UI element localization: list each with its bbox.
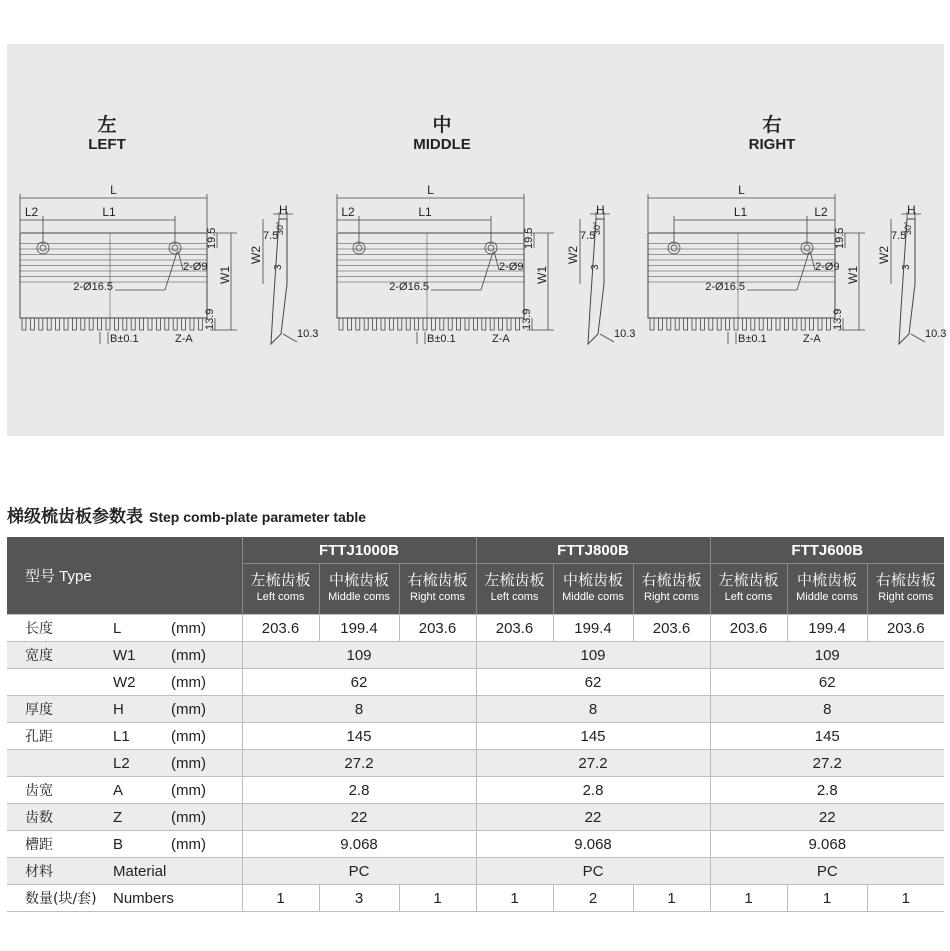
sub-header-en: Middle coms	[328, 591, 390, 603]
row-symbol: L1	[113, 723, 171, 750]
plate-outline	[20, 233, 207, 318]
sub-header-1-3	[399, 564, 476, 615]
row-label-zh	[7, 750, 113, 777]
value-cell: 203.6	[476, 615, 553, 642]
sub-header-en: Left coms	[724, 591, 773, 603]
value-cell: 2.8	[242, 777, 476, 804]
leader-line	[283, 334, 297, 342]
row-symbol: W2	[113, 669, 171, 696]
drawing-label-middle-zh: 中	[432, 114, 452, 136]
dim-7-5: 7.5	[891, 230, 907, 242]
dim-30-deg: 30°	[275, 221, 285, 235]
row-unit: (mm)	[171, 804, 242, 831]
leader-line	[600, 334, 614, 342]
row-unit: (mm)	[171, 696, 242, 723]
value-cell: 22	[476, 804, 710, 831]
table-row	[7, 831, 944, 858]
dim-L1: L1	[733, 205, 748, 219]
dim-L2: L2	[341, 205, 355, 219]
sub-header-zh: 右梳齿板	[641, 571, 702, 589]
dim-W1: W1	[218, 266, 232, 284]
table-row	[7, 723, 944, 750]
dim-13-9: 13.9	[204, 308, 216, 330]
dim-L: L	[427, 183, 434, 197]
value-cell: 1	[710, 885, 787, 912]
value-cell: 1	[633, 885, 710, 912]
row-unit: (mm)	[171, 777, 242, 804]
sub-header-zh: 左梳齿板	[484, 571, 545, 589]
dim-L1: L1	[102, 205, 116, 219]
sub-header-zh: 左梳齿板	[718, 571, 779, 589]
value-cell: 2.8	[710, 777, 944, 804]
dim-3: 3	[901, 264, 912, 270]
dim-30-deg: 30°	[903, 221, 913, 235]
sub-header-zh: 中梳齿板	[329, 571, 390, 589]
value-cell: PC	[710, 858, 944, 885]
row-symbol: A	[113, 777, 171, 804]
row-label-zh: 数量(块/套)	[7, 885, 113, 912]
value-cell: 203.6	[710, 615, 787, 642]
row-symbol: L	[113, 615, 171, 642]
table-title-zh: 梯级梳齿板参数表	[7, 507, 143, 527]
row-label-zh: 槽距	[7, 831, 113, 858]
dim-hole-9: 2-Ø9	[815, 261, 840, 273]
drawing-label-middle	[392, 114, 492, 154]
dim-10-3: 10.3	[925, 328, 947, 340]
dim-L2: L2	[24, 205, 39, 219]
value-cell: 203.6	[399, 615, 476, 642]
row-label-zh: 宽度	[7, 642, 113, 669]
row-symbol: L2	[113, 750, 171, 777]
table-row	[7, 750, 944, 777]
value-cell: 9.068	[476, 831, 710, 858]
parameter-table	[7, 537, 944, 912]
drawing-label-right	[727, 114, 817, 154]
table-row	[7, 615, 944, 642]
value-cell: 1	[867, 885, 944, 912]
dim-hole-9: 2-Ø9	[499, 261, 524, 273]
dim-Z-A: Z-A	[803, 333, 821, 345]
dim-B: B±0.1	[427, 333, 456, 345]
sub-header-3-2	[787, 564, 867, 615]
value-cell: 1	[399, 885, 476, 912]
sub-header-2-1	[476, 564, 553, 615]
row-unit: (mm)	[171, 615, 242, 642]
value-cell: 3	[319, 885, 399, 912]
dim-7-5: 7.5	[580, 230, 596, 242]
drawing-label-right-en: RIGHT	[748, 136, 796, 153]
dim-W2: W2	[877, 246, 891, 264]
value-cell: 203.6	[867, 615, 944, 642]
value-cell: 199.4	[319, 615, 399, 642]
dim-hole-16-5: 2-Ø16.5	[389, 281, 429, 293]
dim-hole-16-5: 2-Ø16.5	[73, 281, 113, 293]
comb-teeth	[648, 318, 835, 330]
sub-header-zh: 右梳齿板	[407, 571, 468, 589]
table-title	[7, 502, 366, 527]
sub-header-en: Left coms	[490, 591, 539, 603]
value-cell: 109	[710, 642, 944, 669]
comb-teeth	[337, 318, 524, 330]
value-cell: 8	[242, 696, 476, 723]
value-cell: 1	[787, 885, 867, 912]
comb-teeth	[20, 318, 207, 330]
value-cell: 199.4	[787, 615, 867, 642]
value-cell: 27.2	[710, 750, 944, 777]
sub-header-zh: 中梳齿板	[563, 571, 624, 589]
dim-10-3: 10.3	[297, 328, 319, 340]
table-row	[7, 777, 944, 804]
row-unit: (mm)	[171, 831, 242, 858]
row-unit: (mm)	[171, 750, 242, 777]
dim-7-5: 7.5	[263, 230, 279, 242]
dim-13-9: 13.9	[832, 308, 844, 330]
dim-19-5: 19.5	[206, 227, 218, 249]
value-cell: 9.068	[242, 831, 476, 858]
dim-H: H	[279, 203, 288, 217]
dim-19-5: 19.5	[523, 227, 535, 249]
plate-outline	[337, 233, 524, 318]
value-cell: 62	[710, 669, 944, 696]
value-cell: PC	[242, 858, 476, 885]
row-label-zh: 孔距	[7, 723, 113, 750]
dim-13-9: 13.9	[521, 308, 533, 330]
row-label-zh: 齿数	[7, 804, 113, 831]
value-cell: 145	[242, 723, 476, 750]
value-cell: 203.6	[242, 615, 319, 642]
dim-W2: W2	[249, 246, 263, 264]
hole-inner	[488, 245, 494, 251]
sub-header-1-1	[242, 564, 319, 615]
row-label-zh	[7, 669, 113, 696]
value-cell: 62	[476, 669, 710, 696]
value-cell: 8	[476, 696, 710, 723]
value-cell: PC	[476, 858, 710, 885]
value-cell: 27.2	[242, 750, 476, 777]
value-cell: 1	[242, 885, 319, 912]
hole-inner	[172, 245, 178, 251]
sub-header-en: Middle coms	[796, 591, 858, 603]
row-unit	[171, 885, 242, 912]
table-row	[7, 885, 944, 912]
group-header-1: FTTJ1000B	[242, 537, 476, 564]
dim-B: B±0.1	[110, 333, 139, 345]
group-header-2: FTTJ800B	[476, 537, 710, 564]
sub-header-2-2	[553, 564, 633, 615]
sub-header-3-1	[710, 564, 787, 615]
value-cell: 27.2	[476, 750, 710, 777]
drawing-label-right-zh: 右	[762, 114, 782, 136]
dim-Z-A: Z-A	[492, 333, 510, 345]
drawing-label-middle-en: MIDDLE	[413, 136, 471, 153]
dim-30-deg: 30°	[592, 221, 602, 235]
row-label-zh: 齿宽	[7, 777, 113, 804]
dim-L1: L1	[418, 205, 432, 219]
value-cell: 2.8	[476, 777, 710, 804]
value-cell: 62	[242, 669, 476, 696]
dim-Z-A: Z-A	[175, 333, 193, 345]
table-row	[7, 696, 944, 723]
value-cell: 2	[553, 885, 633, 912]
row-symbol: Numbers	[113, 885, 171, 912]
table-row	[7, 669, 944, 696]
value-cell: 203.6	[633, 615, 710, 642]
table-title-en: Step comb-plate parameter table	[149, 509, 367, 525]
drawing-label-left	[67, 114, 147, 154]
value-cell: 8	[710, 696, 944, 723]
dim-hole-9: 2-Ø9	[183, 261, 208, 273]
dim-W1: W1	[535, 266, 549, 284]
row-symbol: B	[113, 831, 171, 858]
leader-line	[911, 334, 925, 342]
sub-header-en: Right coms	[410, 591, 466, 603]
dim-H: H	[596, 203, 605, 217]
value-cell: 145	[476, 723, 710, 750]
table-row	[7, 804, 944, 831]
row-unit: (mm)	[171, 723, 242, 750]
sub-header-zh: 右梳齿板	[875, 571, 936, 589]
row-label-zh: 厚度	[7, 696, 113, 723]
sub-header-en: Middle coms	[562, 591, 624, 603]
value-cell: 9.068	[710, 831, 944, 858]
sub-header-zh: 左梳齿板	[250, 571, 311, 589]
dim-L: L	[738, 183, 745, 197]
table-row	[7, 858, 944, 885]
row-symbol: W1	[113, 642, 171, 669]
sub-header-en: Left coms	[256, 591, 305, 603]
dim-H: H	[907, 203, 916, 217]
value-cell: 22	[242, 804, 476, 831]
hole-inner	[671, 245, 677, 251]
drawing-panel	[7, 44, 947, 436]
value-cell: 199.4	[553, 615, 633, 642]
row-symbol: Z	[113, 804, 171, 831]
sub-header-en: Right coms	[878, 591, 934, 603]
row-label-zh: 材料	[7, 858, 113, 885]
sub-header-3-3	[867, 564, 944, 615]
value-cell: 22	[710, 804, 944, 831]
drawing-label-left-en: LEFT	[88, 136, 126, 153]
group-header-3: FTTJ600B	[710, 537, 944, 564]
value-cell: 145	[710, 723, 944, 750]
row-symbol: H	[113, 696, 171, 723]
model-type-header: 型号 Type	[7, 537, 242, 615]
dim-19-5: 19.5	[834, 227, 846, 249]
dim-10-3: 10.3	[614, 328, 636, 340]
dim-W1: W1	[846, 266, 860, 284]
hole-inner	[804, 245, 810, 251]
dim-L2: L2	[814, 205, 828, 219]
dim-L: L	[110, 183, 117, 197]
dim-3: 3	[590, 264, 601, 270]
table-row	[7, 642, 944, 669]
sub-header-1-2	[319, 564, 399, 615]
row-label-zh: 长度	[7, 615, 113, 642]
value-cell: 109	[242, 642, 476, 669]
dim-W2: W2	[566, 246, 580, 264]
hole-inner	[40, 245, 46, 251]
dim-B: B±0.1	[738, 333, 767, 345]
row-symbol: Material	[113, 858, 171, 885]
row-unit: (mm)	[171, 669, 242, 696]
dim-3: 3	[273, 264, 284, 270]
row-unit	[171, 858, 242, 885]
drawing-label-left-zh: 左	[97, 114, 117, 136]
value-cell: 109	[476, 642, 710, 669]
value-cell: 1	[476, 885, 553, 912]
comb-plate-drawings	[7, 44, 947, 436]
sub-header-en: Right coms	[644, 591, 700, 603]
sub-header-zh: 中梳齿板	[797, 571, 858, 589]
hole-inner	[356, 245, 362, 251]
sub-header-2-3	[633, 564, 710, 615]
dim-hole-16-5: 2-Ø16.5	[705, 281, 745, 293]
row-unit: (mm)	[171, 642, 242, 669]
